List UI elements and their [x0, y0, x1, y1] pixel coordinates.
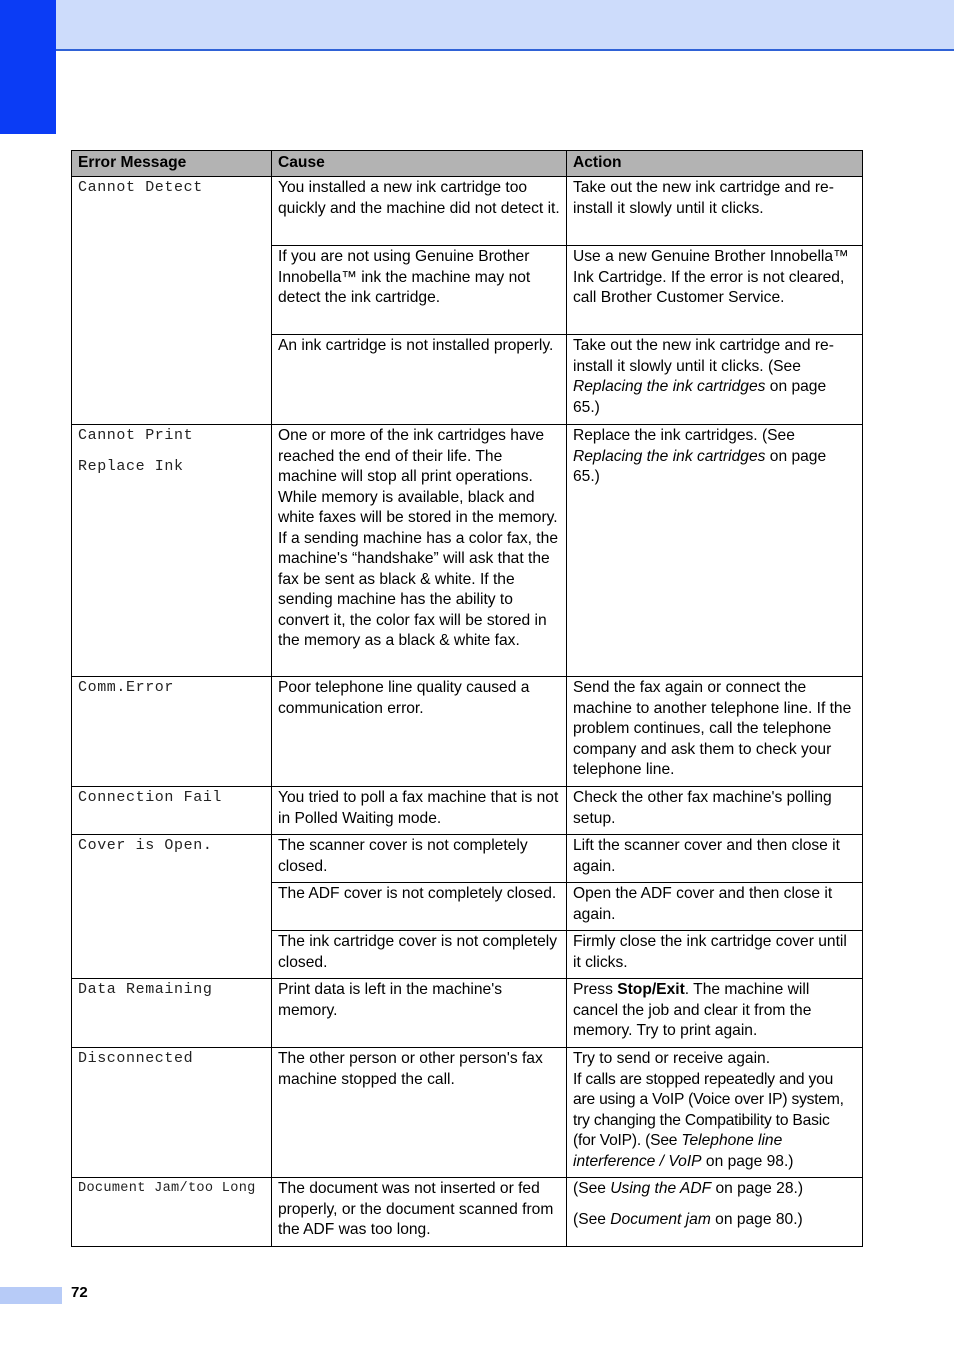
table-row [72, 677, 863, 787]
error-cell [72, 425, 272, 677]
page-number: 72 [71, 1284, 88, 1301]
cross-reference: Replacing the ink cartridges [573, 447, 766, 465]
error-cell: Connection Fail [72, 787, 272, 835]
action-text: on page 80.) [710, 1210, 803, 1228]
error-line: Replace Ink [78, 457, 184, 475]
action-cell: Send the fax again or connect the machine to another telephone line. If the problem continues, call the telephone company and ask them to check your telephone line. [567, 677, 863, 787]
action-text: on page 28.) [711, 1180, 804, 1197]
action-text: Press [573, 981, 618, 998]
action-text: on page 98.) [701, 1152, 794, 1170]
table-row [72, 177, 863, 246]
action-cell: Use a new Genuine Brother Innobella™ Ink Cartridge. If the error is not cleared, call Brother Customer Service. [567, 246, 863, 335]
action-cell: Check the other fax machine's polling setup. [567, 787, 863, 835]
cause-cell: An ink cartridge is not installed properly. [272, 335, 567, 425]
error-cell: Disconnected [72, 1048, 272, 1178]
error-cell: Data Remaining [72, 979, 272, 1048]
action-text: (See [573, 1210, 611, 1228]
error-cell: Comm.Error [72, 677, 272, 787]
footer-bar [0, 1287, 62, 1304]
table-row [72, 979, 863, 1048]
cause-cell: One or more of the ink cartridges have reached the end of their life. The machine will stop all print operations. While memory is available, black and white faxes will be stored in the memory. If a sending machine has a color fax, the machine's “handshake” will ask that the fax be sent as black & white. If the sending machine has the ability to convert it, the color fax will be stored in the memory as a black & white fax. [272, 425, 567, 677]
cross-reference: Using the ADF [610, 1180, 712, 1197]
header-action: Action [567, 151, 863, 177]
cause-cell: If you are not using Genuine Brother Innobella™ ink the machine may not detect the ink cartridge. [272, 246, 567, 335]
action-text: on page 65.) [573, 378, 827, 416]
table-row [72, 425, 863, 677]
action-text: on page 65.) [573, 447, 827, 485]
action-cell: Lift the scanner cover and then close it again. [567, 835, 863, 883]
action-cell [567, 1178, 863, 1247]
action-text: Take out the new ink cartridge and re-install it slowly until it clicks. (See [573, 337, 834, 375]
table-row [72, 1178, 863, 1247]
action-cell: Take out the new ink cartridge and re-install it slowly until it clicks. [567, 177, 863, 246]
action-text: (See [573, 1180, 611, 1197]
chapter-side-tab [0, 0, 56, 134]
cross-reference: Replacing the ink cartridges [573, 378, 766, 395]
action-cell [567, 1048, 863, 1178]
header-error-message: Error Message [72, 151, 272, 177]
error-cell: Document Jam/too Long [72, 1178, 272, 1247]
error-line: Cannot Print [78, 427, 194, 444]
top-header-band [0, 0, 954, 51]
cross-reference: Telephone line interference / VoIP [573, 1132, 783, 1170]
action-text: If calls are stopped repeatedly and you are using a VoIP (Voice over IP) system, try changing the Compatibility to Basic (for VoIP). (See [573, 1070, 844, 1149]
cause-cell: Print data is left in the machine's memory. [272, 979, 567, 1048]
cause-cell: The ink cartridge cover is not completely closed. [272, 931, 567, 979]
action-cell: Open the ADF cover and then close it again. [567, 883, 863, 931]
error-cell: Cannot Detect [72, 177, 272, 425]
action-cell [567, 425, 863, 677]
error-cell: Cover is Open. [72, 835, 272, 979]
table-row [72, 1048, 863, 1178]
table-row [72, 835, 863, 883]
action-cell: Firmly close the ink cartridge cover until it clicks. [567, 931, 863, 979]
action-text: . The machine will cancel the job and clear it from the memory. Try to print again. [573, 981, 812, 1039]
cause-cell: You installed a new ink cartridge too quickly and the machine did not detect it. [272, 177, 567, 246]
action-text: Try to send or receive again. [573, 1050, 771, 1067]
action-cell [567, 335, 863, 425]
stop-exit-key: Stop/Exit [617, 981, 685, 998]
cause-cell: The ADF cover is not completely closed. [272, 883, 567, 931]
header-cause: Cause [272, 151, 567, 177]
cross-reference: Document jam [610, 1210, 711, 1228]
table-header-row [72, 151, 863, 177]
cause-cell: The document was not inserted or fed properly, or the document scanned from the ADF was too long. [272, 1178, 567, 1247]
cause-cell: The scanner cover is not completely closed. [272, 835, 567, 883]
cause-cell: The other person or other person's fax machine stopped the call. [272, 1048, 567, 1178]
action-paragraph [573, 1210, 856, 1231]
cause-cell: You tried to poll a fax machine that is not in Polled Waiting mode. [272, 787, 567, 835]
cause-cell: Poor telephone line quality caused a communication error. [272, 677, 567, 787]
table-row [72, 787, 863, 835]
error-message-table [71, 150, 863, 1247]
action-text: Replace the ink cartridges. (See [573, 427, 795, 444]
action-cell [567, 979, 863, 1048]
